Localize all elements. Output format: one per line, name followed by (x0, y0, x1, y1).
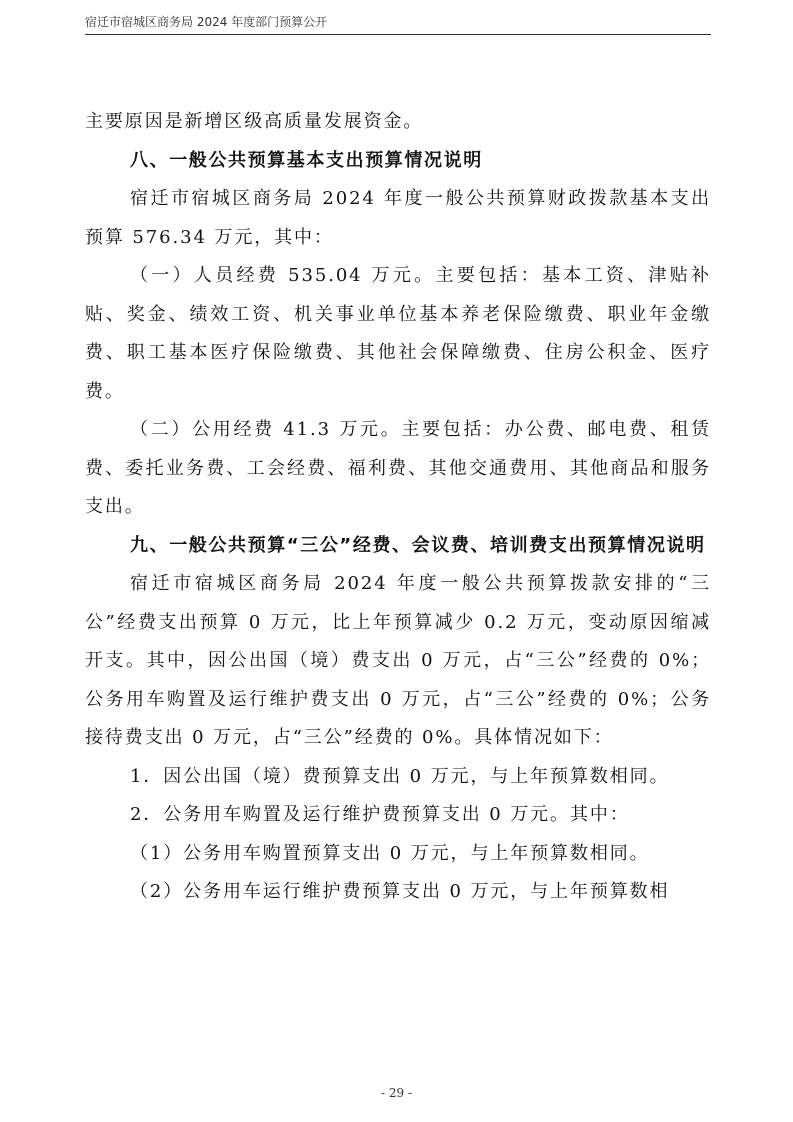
paragraph-basic-expenditure: 宿迁市宿城区商务局 2024 年度一般公共预算财政拨款基本支出预算 576.34 万元，其中： (85, 188, 711, 248)
document-body (85, 103, 711, 912)
paragraph-overseas-travel: 1．因公出国（境）费预算支出 0 万元，与上年预算数相同。 (130, 765, 670, 787)
header-title: 宿迁市宿城区商务局 2024 年度部门预算公开 (85, 15, 328, 29)
paragraph-vehicle-maintenance: （2）公务用车运行维护费预算支出 0 万元，与上年预算数相 (130, 881, 670, 902)
paragraph-public-funds: （二）公用经费 41.3 万元。主要包括：办公费、邮电费、租赁费、委托业务费、工会经费、福利费、其他交通费用、其他商品和服务支出。 (85, 419, 711, 517)
page-number: - 29 - (380, 1086, 412, 1100)
section-heading-8: 八、一般公共预算基本支出预算情况说明 (130, 149, 483, 171)
paragraph-official-vehicles: 2．公务用车购置及运行维护费预算支出 0 万元。其中： (130, 804, 630, 825)
paragraph-three-public-funds: 宿迁市宿城区商务局 2024 年度一般公共预算拨款安排的“三公”经费支出预算 0 万元，比上年预算减少 0.2 万元，变动原因缩减开支。其中，因公出国（境）费支出 0 万元，占“三公”经费的 0%；公务用车购置及运行维护费支出 0 万元，占“三公”经费的 0%；公务接待费支出 0 万元，占“三公”经费的 0%。具体情况如下： (85, 573, 711, 748)
section-heading-9: 九、一般公共预算“三公”经费、会议费、培训费支出预算情况说明 (130, 534, 706, 556)
page-header (85, 10, 711, 35)
paragraph-personnel-funds: （一）人员经费 535.04 万元。主要包括：基本工资、津贴补贴、奖金、绩效工资、机关事业单位基本养老保险缴费、职业年金缴费、职工基本医疗保险缴费、其他社会保障缴费、住房公积金、医疗费。 (85, 265, 711, 402)
paragraph-reason: 主要原因是新增区级高质量发展资金。 (85, 111, 424, 132)
paragraph-vehicle-purchase: （1）公务用车购置预算支出 0 万元，与上年预算数相同。 (130, 842, 650, 864)
